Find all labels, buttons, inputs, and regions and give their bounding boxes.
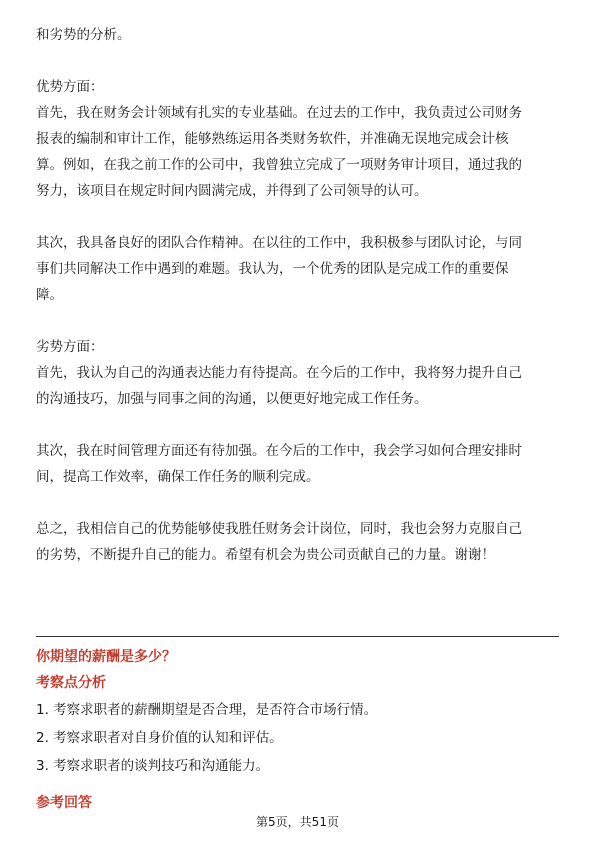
text-line: 的沟通技巧，加强与同事之间的沟通，以便更好地完成工作任务。 [36, 391, 428, 407]
text-line: 和劣势的分析。 [36, 27, 131, 43]
text-line: 事们共同解决工作中遇到的难题。我认为，一个优秀的团队是完成工作的重要保 [36, 261, 509, 277]
question-title: 你期望的薪酬是多少？ [36, 649, 176, 665]
text-line: 间，提高工作效率，确保工作任务的顺利完成。 [36, 469, 320, 485]
paragraph-gap [36, 48, 559, 74]
text-line: 首先，我在财务会计领域有扎实的专业基础。在过去的工作中，我负责过公司财务 [36, 105, 522, 121]
analysis-point: 3. 考察求职者的谈判技巧和沟通能力。 [36, 758, 270, 774]
analysis-heading: 考察点分析 [36, 675, 106, 691]
essay-body [36, 22, 559, 568]
paragraph-gap [36, 412, 559, 438]
paragraph-gap [36, 204, 559, 230]
text-line: 首先，我认为自己的沟通表达能力有待提高。在今后的工作中，我将努力提升自己 [36, 365, 522, 381]
text-line: 总之，我相信自己的优势能够使我胜任财务会计岗位，同时，我也会努力克服自己 [36, 521, 522, 537]
page-number: 第5页，共51页 [256, 815, 339, 829]
analysis-point: 1. 考察求职者的薪酬期望是否合理，是否符合市场行情。 [36, 702, 378, 718]
text-line: 其次，我具备良好的团队合作精神。在以往的工作中，我积极参与团队讨论，与同 [36, 235, 522, 251]
section-divider [36, 636, 559, 637]
answer-heading: 参考回答 [36, 795, 92, 811]
paragraph-gap [36, 308, 559, 334]
text-line: 障。 [36, 287, 63, 303]
text-line: 报表的编制和审计工作，能够熟练运用各类财务软件，并准确无误地完成会计核 [36, 131, 509, 147]
subheading-strengths: 优势方面： [36, 79, 104, 95]
analysis-point: 2. 考察求职者对自身价值的认知和评估。 [36, 730, 283, 746]
paragraph-gap [36, 490, 559, 516]
text-line: 的劣势，不断提升自己的能力。希望有机会为贵公司贡献自己的力量。谢谢！ [36, 547, 495, 563]
text-line: 其次，我在时间管理方面还有待加强。在今后的工作中，我会学习如何合理安排时 [36, 443, 522, 459]
text-line: 算。例如，在我之前工作的公司中，我曾独立完成了一项财务审计项目，通过我的 [36, 157, 522, 173]
subheading-weaknesses: 劣势方面： [36, 339, 104, 355]
question-block [36, 644, 559, 780]
text-line: 努力，该项目在规定时间内圆满完成，并得到了公司领导的认可。 [36, 183, 428, 199]
